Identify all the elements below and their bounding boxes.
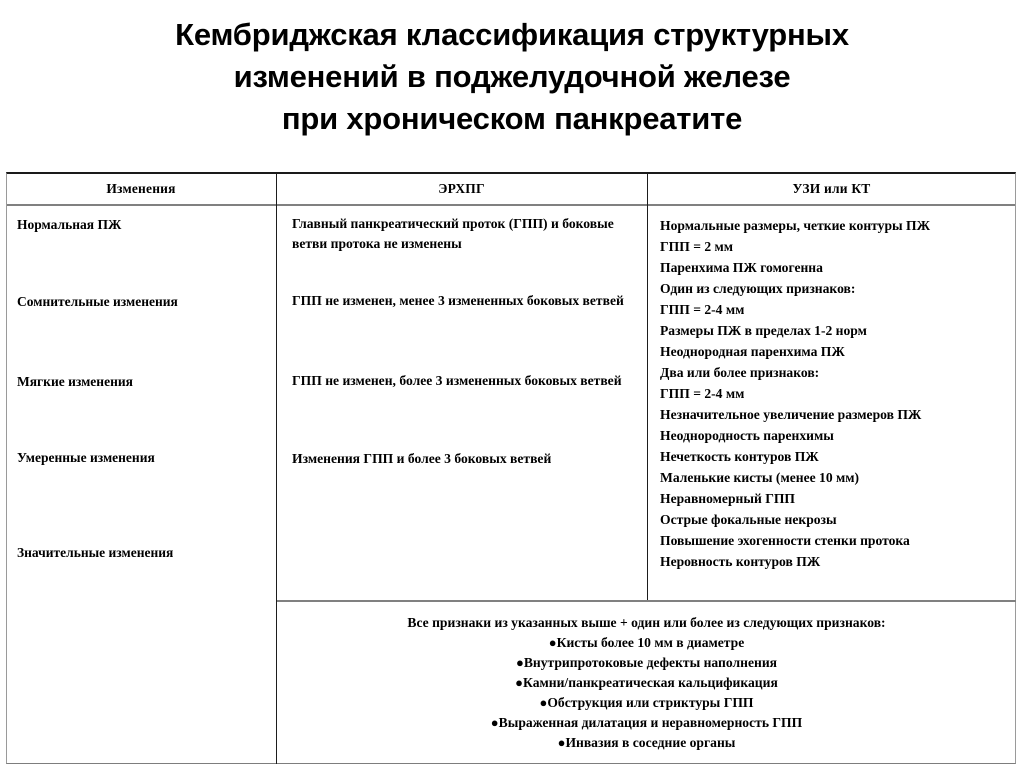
footer-cell-divider bbox=[277, 600, 1016, 602]
classification-table bbox=[6, 172, 1016, 764]
footer-bullet-item bbox=[277, 673, 1016, 693]
us-ct-line: Неоднородная паренхима ПЖ bbox=[660, 344, 845, 359]
stage-moderate: Умеренные изменения bbox=[17, 450, 155, 465]
us-ct-line: Размеры ПЖ в пределах 1-2 норм bbox=[660, 323, 867, 338]
page-title-line-2: изменений в поджелудочной железе bbox=[233, 59, 791, 94]
stage-equivocal: Сомнительные изменения bbox=[17, 294, 178, 309]
us-ct-line: Острые фокальные некрозы bbox=[660, 512, 837, 527]
stage-mild: Мягкие изменения bbox=[17, 374, 133, 389]
us-ct-line: Неравномерный ГПП bbox=[660, 491, 796, 506]
bullet-icon: ● bbox=[557, 735, 566, 750]
bullet-icon: ● bbox=[548, 635, 557, 650]
footer-bullet-item bbox=[277, 633, 1016, 653]
us-ct-line: Паренхима ПЖ гомогенна bbox=[660, 260, 823, 275]
column-us-ct bbox=[648, 206, 1016, 600]
footer-heading: Все признаки из указанных выше + один или более из следующих признаков: bbox=[407, 615, 886, 630]
us-ct-line: Один из следующих признаков: bbox=[660, 281, 856, 296]
column-changes bbox=[7, 206, 276, 764]
us-ct-line: Незначительное увеличение размеров ПЖ bbox=[660, 407, 922, 422]
stage-normal: Нормальная ПЖ bbox=[17, 217, 122, 232]
footer-bullet-item bbox=[277, 693, 1016, 713]
footer-bullet-label: Кисты более 10 мм в диаметре bbox=[556, 635, 745, 650]
footer-bullet-label: Внутрипротоковые дефекты наполнения bbox=[523, 655, 778, 670]
column-header-changes: Изменения bbox=[106, 181, 176, 196]
footer-merged-cell bbox=[277, 603, 1016, 763]
column-header-ercp: ЭРХПГ bbox=[438, 181, 485, 196]
ercp-normal: Главный панкреатический проток (ГПП) и боковые ветви протока не изменены bbox=[292, 216, 614, 251]
footer-bullet-item bbox=[277, 653, 1016, 673]
footer-bullet-label: Выраженная дилатация и неравномерность ГПП bbox=[498, 715, 803, 730]
footer-bullet-item bbox=[277, 733, 1016, 753]
us-ct-line: Два или более признаков: bbox=[660, 365, 820, 380]
ercp-equivocal: ГПП не изменен, менее 3 измененных боковых ветвей bbox=[292, 293, 624, 308]
ercp-moderate: Изменения ГПП и более 3 боковых ветвей bbox=[292, 451, 552, 466]
stage-marked: Значительные изменения bbox=[17, 545, 174, 560]
bullet-icon: ● bbox=[539, 695, 548, 710]
page-title-line-1: Кембриджская классификация структурных bbox=[175, 17, 849, 52]
bullet-icon: ● bbox=[515, 655, 524, 670]
page-title bbox=[0, 14, 1024, 140]
bullet-icon: ● bbox=[490, 715, 499, 730]
column-ercp bbox=[277, 206, 647, 600]
us-ct-line: Повышение эхогенности стенки протока bbox=[660, 533, 910, 548]
footer-bullet-item bbox=[277, 713, 1016, 733]
us-ct-line: Нечеткость контуров ПЖ bbox=[660, 449, 819, 464]
us-ct-line: ГПП = 2-4 мм bbox=[660, 302, 745, 317]
us-ct-line: ГПП = 2-4 мм bbox=[660, 386, 745, 401]
us-ct-line: Неровность контуров ПЖ bbox=[660, 554, 821, 569]
column-header-us-ct: УЗИ или КТ bbox=[792, 181, 871, 196]
us-ct-line: ГПП = 2 мм bbox=[660, 239, 734, 254]
bullet-icon: ● bbox=[515, 675, 524, 690]
table-header-row bbox=[7, 174, 1015, 206]
us-ct-line: Неоднородность паренхимы bbox=[660, 428, 834, 443]
footer-bullet-label: Инвазия в соседние органы bbox=[565, 735, 736, 750]
us-ct-line: Маленькие кисты (менее 10 мм) bbox=[660, 470, 860, 485]
footer-bullet-label: Обструкция или стриктуры ГПП bbox=[547, 695, 754, 710]
us-ct-line: Нормальные размеры, четкие контуры ПЖ bbox=[660, 218, 931, 233]
footer-bullet-label: Камни/панкреатическая кальцификация bbox=[523, 675, 778, 690]
page-title-line-3: при хроническом панкреатите bbox=[281, 101, 743, 136]
ercp-mild: ГПП не изменен, более 3 измененных боковых ветвей bbox=[292, 373, 622, 388]
